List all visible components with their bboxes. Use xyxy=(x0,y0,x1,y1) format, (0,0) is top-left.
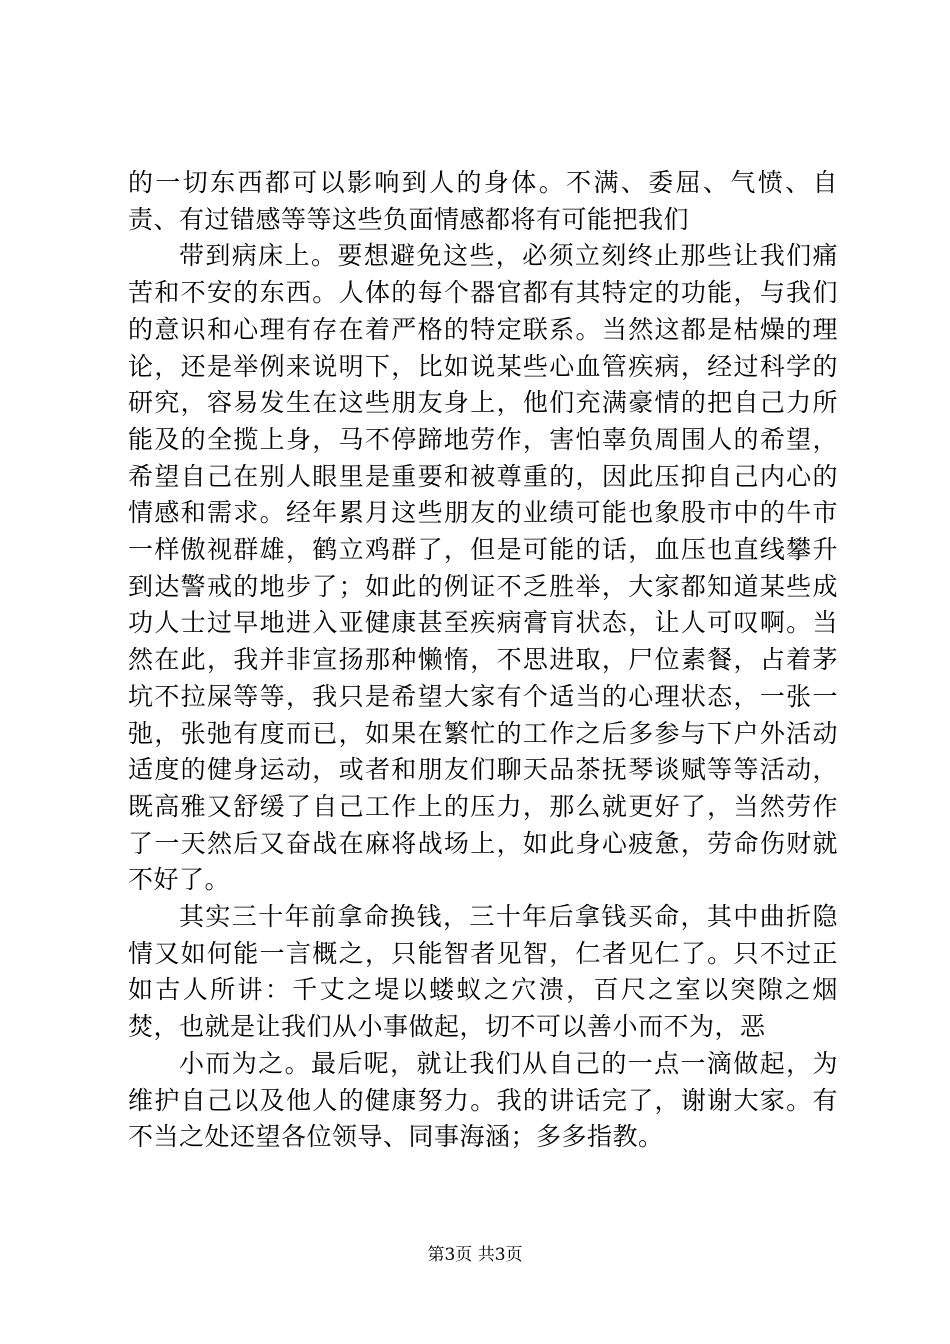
paragraph-1: 的一切东西都可以影响到人的身体。不满、委屈、气愤、自责、有过错感等等这些负面情感都将有可能把我们 xyxy=(128,168,838,234)
document-body xyxy=(128,165,838,1156)
paragraph-3: 其实三十年前拿命换钱，三十年后拿钱买命，其中曲折隐情又如何能一言概之，只能智者见智，仁者见仁了。只不过正如古人所讲：千丈之堤以蝼蚁之穴溃，百尺之室以突隙之烟焚，也就是让我们从小事做起，切不可以善小而不为，恶 xyxy=(128,902,838,1042)
paragraph-2: 带到病床上。要想避免这些，必须立刻终止那些让我们痛苦和不安的东西。人体的每个器官都有其特定的功能，与我们的意识和心理有存在着严格的特定联系。当然这都是枯燥的理论，还是举例来说明下，比如说某些心血管疾病，经过科学的研究，容易发生在这些朋友身上，他们充满豪情的把自己力所能及的全揽上身，马不停蹄地劳作，害怕辜负周围人的希望，希望自己在别人眼里是重要和被尊重的，因此压抑自己内心的情感和需求。经年累月这些朋友的业绩可能也象股市中的牛市一样傲视群雄，鹤立鸡群了，但是可能的话，血压也直线攀升到达警戒的地步了；如此的例证不乏胜举，大家都知道某些成功人士过早地进入亚健康甚至疾病膏肓状态，让人可叹啊。当然在此，我并非宣扬那种懒惰，不思进取，尸位素餐，占着茅坑不拉屎等等，我只是希望大家有个适当的心理状态，一张一弛，张弛有度而已，如果在繁忙的工作之后多参与下户外活动适度的健身运动，或者和朋友们聊天品茶抚琴谈赋等等活动，既高雅又舒缓了自己工作上的压力，那么就更好了，当然劳作了一天然后又奋战在麻将战场上，如此身心疲惫，劳命伤财就不好了。 xyxy=(128,241,838,895)
paragraph-4: 小而为之。最后呢，就让我们从自己的一点一滴做起，为维护自己以及他人的健康努力。我的讲话完了，谢谢大家。有不当之处还望各位领导、同事海涵；多多指教。 xyxy=(128,1048,838,1152)
page-number-footer: 第3页 共3页 xyxy=(427,1245,523,1265)
